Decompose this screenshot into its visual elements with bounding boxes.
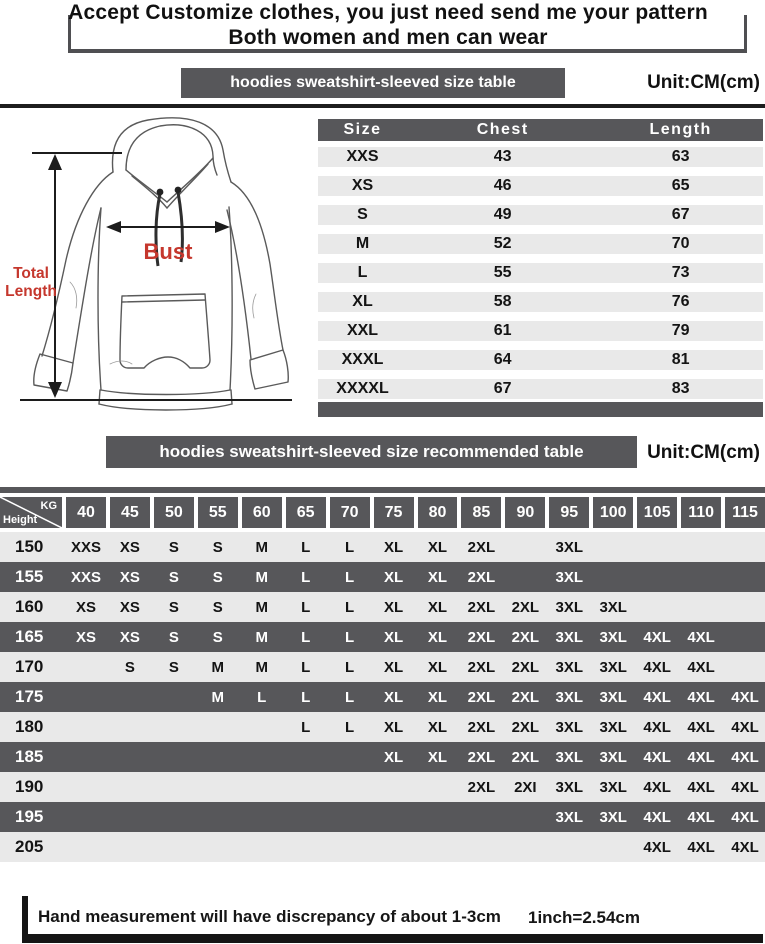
size-recommend-cell: [286, 742, 326, 772]
size-recommend-cell: XXS: [70, 538, 101, 556]
size-table: [318, 119, 763, 417]
size-recommend-cell: 3XL: [555, 598, 584, 616]
size-recommend-cell: S: [168, 538, 179, 556]
size-table-cell: 81: [671, 351, 690, 368]
size-table-row: [318, 379, 763, 399]
size-recommend-cell: [505, 562, 545, 592]
size-table-cell: XXL: [346, 322, 379, 339]
weight-header-cell: 50: [154, 497, 194, 528]
kg-height-corner-cell: [0, 497, 62, 528]
height-label-cell: 185: [15, 747, 44, 766]
size-recommend-cell: [66, 802, 106, 832]
size-recommend-cell: [198, 712, 238, 742]
header-line-2: Both women and men can wear: [228, 26, 548, 49]
weight-header-cell: 55: [198, 497, 238, 528]
size-recommend-cell: 4XL: [643, 778, 671, 796]
size-recommend-cell: 3XL: [555, 778, 584, 796]
size-table-row: [318, 350, 763, 370]
height-label-cell: 170: [15, 657, 44, 676]
height-label-cell: 180: [15, 717, 44, 736]
size-recommend-cell: S: [212, 568, 223, 586]
size-recommend-cell: [461, 832, 501, 862]
size-recommend-cell: 4XL: [687, 838, 715, 856]
size-recommend-cell: [198, 772, 238, 802]
size-recommend-cell: [725, 532, 765, 562]
height-label-cell: 155: [15, 567, 44, 586]
size-recommend-cell: [725, 592, 765, 622]
size-recommend-cell: S: [168, 658, 179, 676]
size-recommend-cell: [154, 802, 194, 832]
size-table-cell: XL: [352, 293, 373, 310]
size-recommend-cell: [110, 832, 150, 862]
size-table-title: hoodies sweatshirt-sleeved size table: [181, 68, 565, 98]
height-label-cell: 160: [15, 597, 44, 616]
size-recommend-cell: XL: [427, 598, 448, 616]
recommended-row: [0, 712, 765, 742]
size-recommend-cell: 4XL: [731, 808, 759, 826]
size-recommend-cell: [154, 742, 194, 772]
size-recommend-cell: XL: [427, 688, 448, 706]
size-table-cell: 65: [671, 177, 690, 194]
size-recommend-cell: M: [211, 688, 225, 706]
size-table-cell: XXS: [346, 148, 379, 165]
size-recommend-cell: 2XL: [511, 658, 540, 676]
header-line-1: Accept Customize clothes, you just need send me your pattern: [68, 1, 708, 24]
separator-1: [0, 104, 765, 108]
size-table-cell: XXXXL: [336, 380, 389, 397]
size-recommend-cell: 3XL: [599, 808, 627, 826]
size-table-cell: 46: [493, 177, 512, 194]
size-recommend-cell: 2XI: [514, 778, 537, 796]
size-table-unit: Unit:CM(cm): [647, 72, 760, 93]
size-recommend-cell: L: [301, 598, 311, 616]
size-recommend-cell: [242, 772, 282, 802]
size-recommend-cell: L: [345, 688, 355, 706]
size-recommend-cell: L: [301, 688, 311, 706]
size-table-header: [318, 119, 763, 141]
recommended-row: [0, 742, 765, 772]
weight-header-cell: 70: [330, 497, 370, 528]
size-table-cell: L: [357, 264, 368, 281]
corner-height-label: Height: [3, 514, 38, 526]
size-table-cell: 73: [671, 264, 690, 281]
size-recommend-cell: 3XL: [599, 718, 627, 736]
size-recommend-cell: S: [168, 568, 179, 586]
total-length-label-2: Length: [5, 283, 57, 300]
size-recommend-cell: 2XL: [511, 598, 540, 616]
weight-header-cell: 40: [66, 497, 106, 528]
size-recommend-cell: [681, 562, 721, 592]
size-recommend-cell: [66, 742, 106, 772]
size-table-cell: M: [355, 235, 370, 252]
size-recommend-cell: [637, 592, 677, 622]
size-recommend-cell: 4XL: [731, 718, 759, 736]
size-recommend-cell: L: [345, 538, 355, 556]
size-recommend-cell: 3XL: [599, 628, 627, 646]
size-table-cell: 55: [493, 264, 512, 281]
size-recommend-cell: [198, 832, 238, 862]
size-recommend-cell: L: [345, 718, 355, 736]
footer-left-bar: [22, 896, 28, 936]
size-recommend-cell: [110, 802, 150, 832]
size-recommend-cell: [242, 742, 282, 772]
length-col-header: Length: [649, 121, 712, 138]
size-recommend-cell: 2XL: [511, 628, 540, 646]
recommended-table-unit: Unit:CM(cm): [647, 442, 760, 463]
size-recommend-cell: [110, 742, 150, 772]
weight-header-cell: 100: [593, 497, 633, 528]
size-recommend-cell: L: [257, 688, 267, 706]
size-recommend-cell: XS: [119, 568, 140, 586]
size-recommend-cell: XL: [427, 658, 448, 676]
size-recommend-cell: 4XL: [687, 808, 715, 826]
bust-arrow: [106, 221, 230, 233]
size-recommend-cell: [725, 652, 765, 682]
recommended-row: [0, 592, 765, 622]
size-recommend-cell: [110, 772, 150, 802]
size-recommend-cell: XL: [427, 568, 448, 586]
size-recommend-cell: [374, 832, 414, 862]
size-recommend-cell: 4XL: [731, 748, 759, 766]
size-recommend-cell: 2XL: [467, 598, 496, 616]
recommended-row: [0, 562, 765, 592]
size-recommend-cell: XS: [75, 628, 96, 646]
size-table-cell: 52: [493, 235, 512, 252]
size-recommend-cell: [66, 652, 106, 682]
weight-header-cell: 115: [725, 497, 765, 528]
size-recommend-cell: XL: [427, 628, 448, 646]
size-recommend-cell: 2XL: [467, 628, 496, 646]
size-recommend-cell: 2XL: [467, 748, 496, 766]
size-recommend-cell: 4XL: [643, 838, 671, 856]
size-recommend-cell: M: [211, 658, 225, 676]
size-table-row: [318, 205, 763, 225]
size-recommend-cell: [593, 532, 633, 562]
size-recommend-cell: 3XL: [599, 748, 627, 766]
height-label-cell: 190: [15, 777, 44, 796]
size-recommend-cell: [330, 742, 370, 772]
size-table-cell: 61: [493, 322, 512, 339]
size-recommend-cell: 3XL: [555, 688, 584, 706]
recommended-row: [0, 532, 765, 562]
height-label-cell: 195: [15, 807, 44, 826]
weight-header-cell: 75: [374, 497, 414, 528]
size-recommend-cell: [681, 592, 721, 622]
size-recommend-cell: M: [255, 598, 268, 616]
separator-2: [0, 487, 765, 493]
size-recommend-cell: [725, 622, 765, 652]
size-recommend-cell: L: [301, 628, 311, 646]
size-recommend-cell: S: [168, 598, 179, 616]
recommended-table-rows: [0, 532, 765, 862]
size-recommend-cell: [66, 772, 106, 802]
size-recommend-cell: 2XL: [467, 538, 496, 556]
size-recommend-cell: [154, 682, 194, 712]
size-recommend-cell: 4XL: [643, 748, 671, 766]
size-table-row: [318, 147, 763, 167]
weight-header-cell: 60: [242, 497, 282, 528]
size-recommend-cell: XS: [119, 598, 140, 616]
total-length-label-1: Total: [13, 265, 49, 282]
size-recommend-cell: 3XL: [599, 688, 627, 706]
size-table-row: [318, 292, 763, 312]
weight-header-cell: 65: [286, 497, 326, 528]
size-table-cell: 67: [493, 380, 512, 397]
size-col-header: Size: [343, 121, 382, 138]
size-recommend-cell: XL: [383, 718, 404, 736]
size-recommend-cell: [242, 802, 282, 832]
size-recommend-cell: XL: [383, 628, 404, 646]
size-recommend-cell: [461, 802, 501, 832]
size-recommend-cell: [593, 832, 633, 862]
size-table-cell: 64: [493, 351, 512, 368]
size-recommend-cell: XL: [427, 718, 448, 736]
size-table-cell: XXXL: [341, 351, 384, 368]
size-recommend-cell: L: [345, 628, 355, 646]
size-table-cell: XS: [351, 177, 374, 194]
size-recommend-cell: [242, 832, 282, 862]
size-recommend-cell: XL: [383, 688, 404, 706]
weight-header-cell: 95: [549, 497, 589, 528]
hoodie-diagram: [0, 112, 310, 414]
height-label-cell: 165: [15, 627, 44, 646]
size-recommend-cell: 2XL: [511, 688, 540, 706]
size-table-row: [318, 234, 763, 254]
size-recommend-cell: 4XL: [643, 628, 671, 646]
size-table-cell: S: [357, 206, 368, 223]
size-recommend-cell: L: [301, 568, 311, 586]
size-recommend-cell: 3XL: [555, 748, 584, 766]
size-recommend-cell: 3XL: [555, 718, 584, 736]
size-recommend-cell: 4XL: [687, 688, 715, 706]
size-recommend-cell: [286, 802, 326, 832]
size-recommend-cell: L: [345, 598, 355, 616]
weight-header-cell: 80: [418, 497, 458, 528]
weight-header-cell: 85: [461, 497, 501, 528]
size-table-rows: [318, 147, 763, 399]
size-recommend-cell: L: [301, 658, 311, 676]
size-recommend-cell: [505, 802, 545, 832]
size-recommend-cell: [286, 832, 326, 862]
size-recommend-cell: 4XL: [687, 628, 715, 646]
size-recommend-cell: [374, 772, 414, 802]
height-label-cell: 175: [15, 687, 44, 706]
size-recommend-cell: XL: [383, 538, 404, 556]
chest-col-header: Chest: [476, 121, 529, 138]
size-recommend-cell: S: [212, 598, 223, 616]
size-recommend-cell: S: [212, 538, 223, 556]
size-recommend-cell: S: [168, 628, 179, 646]
size-recommend-cell: M: [255, 538, 268, 556]
size-recommend-cell: [725, 562, 765, 592]
size-recommend-cell: 4XL: [643, 658, 671, 676]
size-recommend-cell: [418, 802, 458, 832]
size-recommend-cell: XL: [383, 568, 404, 586]
size-recommend-cell: L: [301, 538, 311, 556]
size-recommend-cell: 2XL: [511, 718, 540, 736]
size-recommend-cell: 3XL: [599, 778, 627, 796]
size-recommend-cell: XS: [75, 598, 96, 616]
size-recommend-cell: 4XL: [643, 688, 671, 706]
size-table-cell: 63: [671, 148, 690, 165]
size-recommend-cell: XXS: [70, 568, 101, 586]
size-recommend-cell: XS: [119, 538, 140, 556]
size-table-cell: 43: [493, 148, 512, 165]
size-recommend-cell: M: [255, 628, 268, 646]
size-recommend-cell: XL: [383, 598, 404, 616]
size-table-cell: 58: [493, 293, 512, 310]
recommended-row: [0, 622, 765, 652]
size-table-row: [318, 176, 763, 196]
recommended-row: [0, 802, 765, 832]
size-recommend-cell: [66, 712, 106, 742]
recommended-row: [0, 772, 765, 802]
size-recommend-cell: 4XL: [687, 778, 715, 796]
recommended-table-title: hoodies sweatshirt-sleeved size recommended table: [106, 436, 637, 468]
size-recommend-cell: [242, 712, 282, 742]
recommended-table: [0, 497, 765, 862]
size-recommend-cell: [418, 772, 458, 802]
bust-label: Bust: [143, 239, 193, 264]
size-recommend-cell: L: [345, 658, 355, 676]
recommended-table-header: [0, 497, 765, 528]
size-recommend-cell: XL: [383, 658, 404, 676]
size-recommend-cell: [637, 532, 677, 562]
size-recommend-cell: 3XL: [599, 598, 627, 616]
size-recommend-cell: XL: [427, 538, 448, 556]
footer-conversion: 1inch=2.54cm: [528, 908, 640, 927]
size-recommend-cell: XS: [119, 628, 140, 646]
size-recommend-cell: 3XL: [555, 628, 584, 646]
size-recommend-cell: [110, 682, 150, 712]
size-recommend-cell: 4XL: [687, 748, 715, 766]
size-recommend-cell: [66, 682, 106, 712]
size-recommend-cell: [66, 832, 106, 862]
weight-header-cell: 105: [637, 497, 677, 528]
size-recommend-cell: [505, 832, 545, 862]
size-recommend-cell: 2XL: [467, 568, 496, 586]
corner-kg-label: KG: [40, 500, 57, 512]
size-recommend-cell: S: [124, 658, 135, 676]
size-table-row: [318, 321, 763, 341]
size-recommend-cell: 4XL: [687, 658, 715, 676]
size-recommend-cell: [198, 802, 238, 832]
size-recommend-cell: [198, 742, 238, 772]
size-recommend-cell: 2XL: [511, 748, 540, 766]
size-table-cell: 49: [493, 206, 512, 223]
size-recommend-cell: [154, 772, 194, 802]
height-label-cell: 205: [15, 837, 44, 856]
size-recommend-cell: [330, 802, 370, 832]
size-table-cell: 67: [671, 206, 690, 223]
size-recommend-cell: 2XL: [467, 658, 496, 676]
size-recommend-cell: [549, 832, 589, 862]
size-recommend-cell: [505, 532, 545, 562]
size-recommend-cell: [593, 562, 633, 592]
size-recommend-cell: [374, 802, 414, 832]
footer-note: Hand measurement will have discrepancy of about 1-3cm: [38, 907, 501, 926]
weight-header-cell: 110: [681, 497, 721, 528]
size-recommend-cell: 2XL: [467, 718, 496, 736]
height-label-cell: 150: [15, 537, 44, 556]
size-recommend-cell: 4XL: [687, 718, 715, 736]
size-recommend-cell: 4XL: [731, 838, 759, 856]
total-length-arrow: [20, 153, 292, 400]
size-recommend-cell: M: [255, 568, 268, 586]
size-recommend-cell: S: [212, 628, 223, 646]
size-table-row: [318, 263, 763, 283]
size-recommend-cell: M: [255, 658, 268, 676]
recommended-row: [0, 652, 765, 682]
size-recommend-cell: L: [301, 718, 311, 736]
size-recommend-cell: 2XL: [467, 688, 496, 706]
size-recommend-cell: L: [345, 568, 355, 586]
size-recommend-cell: [330, 772, 370, 802]
recommended-row: [0, 832, 765, 862]
size-recommend-cell: 4XL: [731, 778, 759, 796]
size-recommend-cell: 3XL: [555, 658, 584, 676]
footer-bottom-bar: [22, 934, 763, 943]
size-recommend-cell: [330, 832, 370, 862]
size-recommend-cell: [154, 832, 194, 862]
size-recommend-cell: 4XL: [643, 718, 671, 736]
size-table-cell: 83: [671, 380, 690, 397]
size-recommend-cell: [681, 532, 721, 562]
size-recommend-cell: 2XL: [467, 778, 496, 796]
size-recommend-cell: 4XL: [643, 808, 671, 826]
weight-header-cell: 45: [110, 497, 150, 528]
size-recommend-cell: [418, 832, 458, 862]
size-recommend-cell: XL: [383, 748, 404, 766]
size-table-cell: 70: [671, 235, 690, 252]
size-recommend-cell: [110, 712, 150, 742]
size-recommend-cell: XL: [427, 748, 448, 766]
size-recommend-cell: 3XL: [555, 808, 584, 826]
size-recommend-cell: 3XL: [555, 538, 584, 556]
size-recommend-cell: [154, 712, 194, 742]
size-recommend-cell: 3XL: [599, 658, 627, 676]
size-recommend-cell: [637, 562, 677, 592]
recommended-row: [0, 682, 765, 712]
size-table-cell: 76: [671, 293, 690, 310]
weight-header-cell: 90: [505, 497, 545, 528]
size-table-foot-bar: [318, 402, 763, 417]
size-recommend-cell: 3XL: [555, 568, 584, 586]
size-recommend-cell: [286, 772, 326, 802]
size-recommend-cell: 4XL: [731, 688, 759, 706]
size-table-cell: 79: [671, 322, 690, 339]
